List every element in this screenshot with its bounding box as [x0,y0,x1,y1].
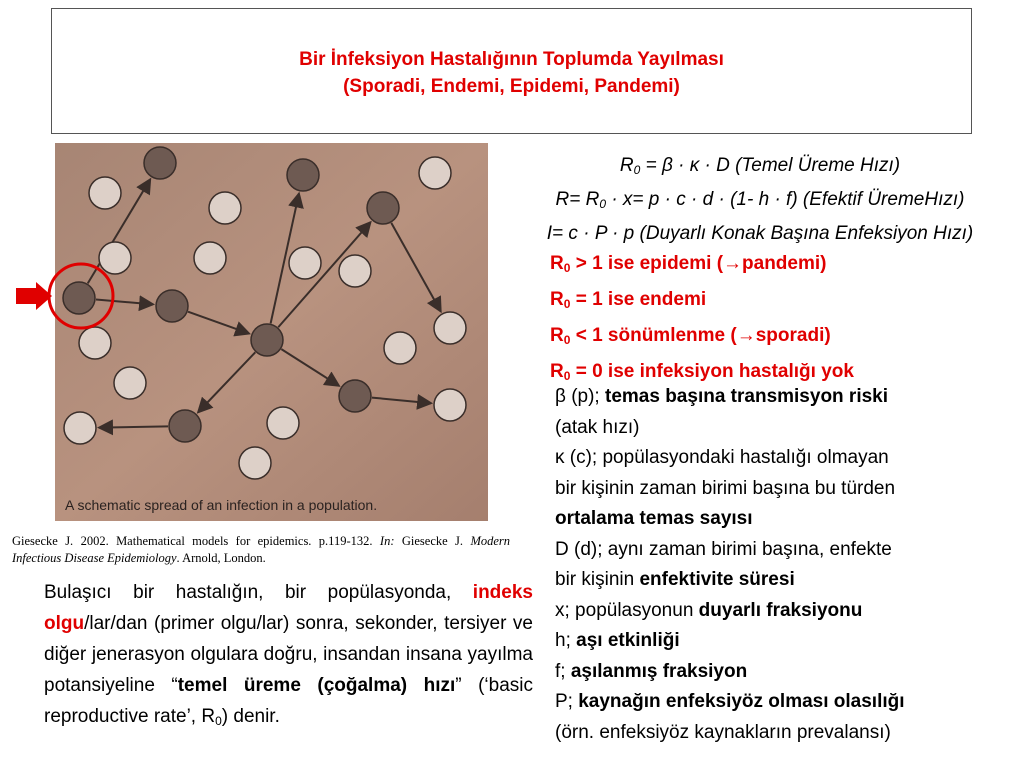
definition-row: P; kaynağın enfeksiyöz olması olasılığı [555,691,905,712]
rule-none: $R_0 = 0$ ise infeksiyon hastalığı yok [550,361,854,383]
definition-row: D (d); aynı zaman birimi başına, enfekte [555,538,892,560]
diagram-caption: A schematic spread of an infection in a population. [65,497,378,513]
infected-node [367,192,399,224]
citation-author: Giesecke J. [394,534,471,548]
susceptible-node [267,407,299,439]
citation-in: In: [379,534,395,548]
definitions-list [555,382,1015,748]
formula-i: I= c · P · p (Duyarlı Konak Başına Enfeksiyon Hızı) [546,223,974,244]
definition-row: (atak hızı) [555,416,640,438]
citation-publisher: . Arnold, London. [176,551,266,565]
index-case-marker [0,250,120,340]
infected-node [339,380,371,412]
rule-sporadic: $R_0 < 1$ sönümlenme (→sporadi) [550,325,831,347]
susceptible-node [64,412,96,444]
susceptible-node [289,247,321,279]
infected-node [287,159,319,191]
formula-r0: $R_0 = \beta \cdot \kappa \cdot D$ (Temel Üreme Hızı) [619,155,901,177]
susceptible-node [194,242,226,274]
definition-row: x; popülasyonun duyarlı fraksiyonu [555,599,863,621]
title-box [51,8,972,134]
definition-row: bir kişinin zaman birimi başına bu türden [555,477,896,499]
susceptible-node [434,389,466,421]
susceptible-node [419,157,451,189]
transmission-arrow [99,426,168,427]
definition-row: κ (c); popülasyondaki hastalığı olmayan [555,447,889,468]
infected-node [144,147,176,179]
definition-row: f; aşılanmış fraksiyon [555,660,748,682]
index-case-term: indeks olgu [44,582,533,634]
definition-row: h; aşı etkinliği [555,630,680,651]
susceptible-node [339,255,371,287]
citation-book: Modern Infectious Disease Epidemiology [12,534,511,565]
infected-node [169,410,201,442]
title-line-2: (Sporadi, Endemi, Epidemi, Pandemi) [343,76,680,97]
susceptible-node [89,177,121,209]
citation [12,533,510,567]
susceptible-node [384,332,416,364]
formula-block [500,151,1020,392]
definition-row: bir kişinin enfektivite süresi [555,569,795,590]
title-line-1: Bir İnfeksiyon Hastalığının Toplumda Yayılması [299,49,724,70]
susceptible-node [434,312,466,344]
infected-node [251,324,283,356]
definition-row: β (p); temas başına transmisyon riski [555,386,889,407]
rule-epidemic: $R_0 > 1$ ise epidemi (→pandemi) [550,253,827,275]
r0-term: temel üreme (çoğalma) hızı [177,675,456,696]
citation-text: Giesecke J. 2002. Mathematical models for epidemics. p.119-132. [12,534,380,548]
susceptible-node [114,367,146,399]
description-paragraph: Bulaşıcı bir hastalığın, bir popülasyonda, indeks olgu/lar/dan (primer olgu/lar) sonra, sekonder, tersiyer ve diğer jenerasyon olgulara doğru, insandan insana yayılma potansiyeline “temel üreme (çoğalma) hızı” (‘basic reproductive rate’, $R_0$) denir. [44,582,533,728]
infected-node [156,290,188,322]
susceptible-node [239,447,271,479]
index-arrow-icon [16,282,52,310]
definition-row: ortalama temas sayısı [555,508,753,529]
rule-endemic: $R_0 = 1$ ise endemi [550,289,707,311]
definition-row: (örn. enfeksiyöz kaynakların prevalansı) [555,721,891,743]
index-highlight-circle [49,264,113,328]
susceptible-node [209,192,241,224]
formula-r: $R= R_0 \cdot x= p \cdot c \cdot d \cdot (1-$ h · f) (Efektif ÜremeHızı) [555,189,965,211]
